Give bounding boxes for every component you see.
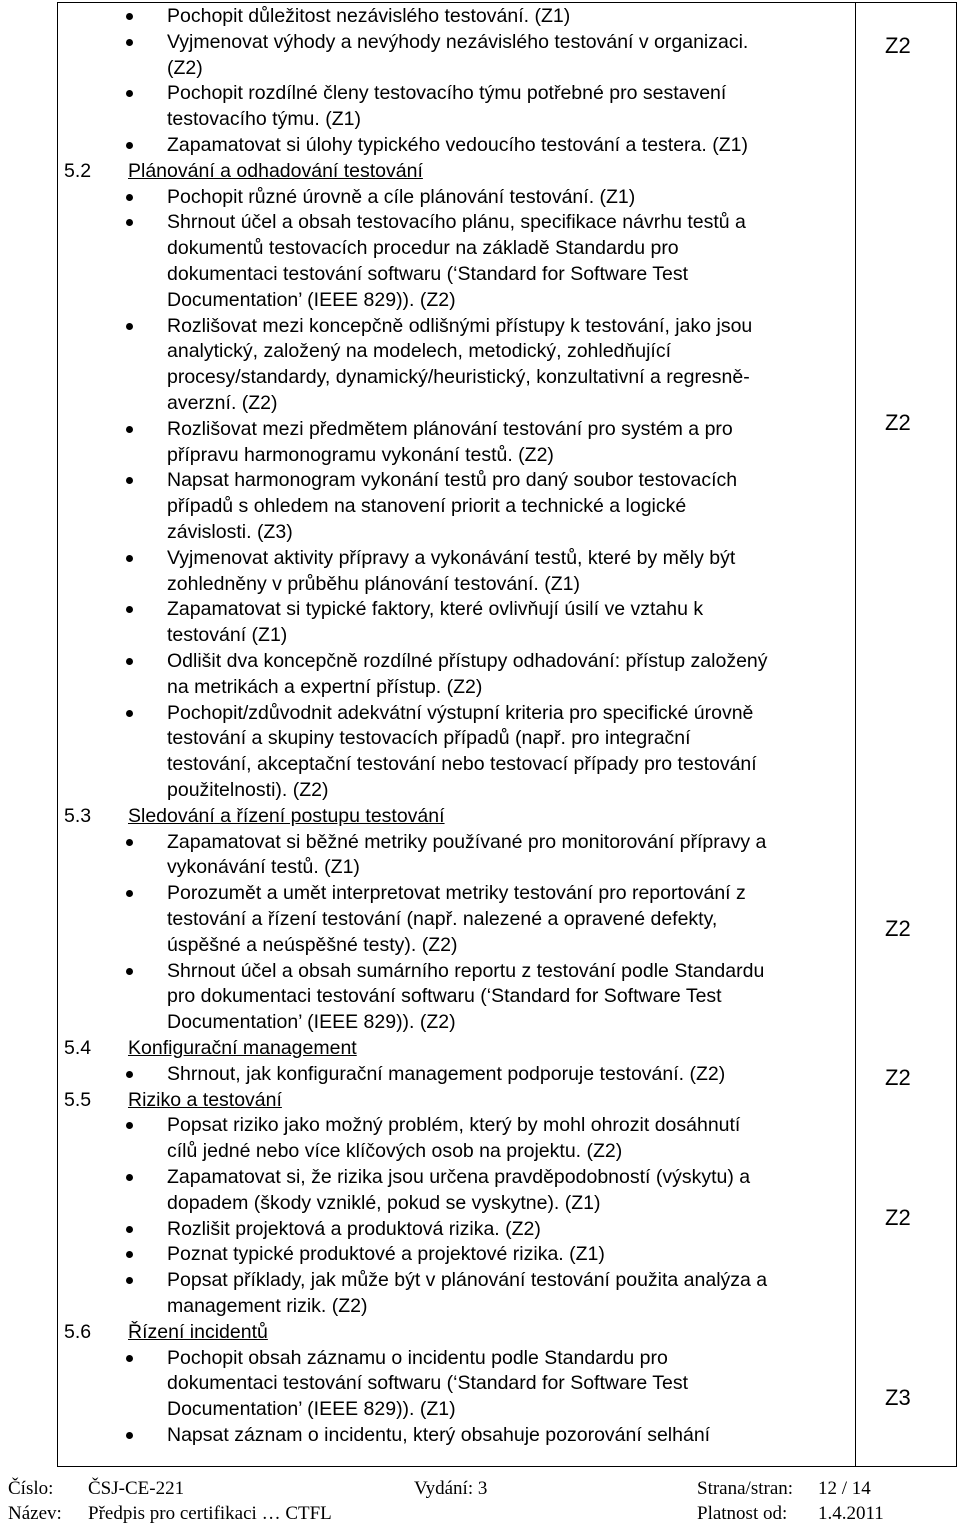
footer-platnost-value: 1.4.2011	[818, 1503, 884, 1524]
objective-text: na metrikách a expertní přístup. (Z2)	[167, 675, 483, 698]
objective-text: vykonávání testů. (Z1)	[167, 856, 360, 879]
objective-text: Pochopit/zdůvodnit adekvátní výstupní kriteria pro specifické úrovně	[167, 701, 754, 724]
objective-text: Zapamatovat si, že rizika jsou určena pravděpodobností (výskytu) a	[167, 1166, 751, 1188]
section-heading: Riziko a testování	[128, 1088, 282, 1111]
bullet-icon	[126, 658, 133, 665]
objective-text: testování (Z1)	[167, 624, 288, 647]
objective-text: cílů jedné nebo více klíčových osob na projektu. (Z2)	[167, 1140, 623, 1163]
objective-text: Pochopit důležitost nezávislého testování. (Z1)	[167, 5, 571, 27]
objective-text: analytický, založený na modelech, metodický, zohledňující	[167, 340, 672, 363]
objective-text: Odlišit dva koncepčně rozdílné přístupy odhadování: přístup založený	[167, 650, 768, 672]
objective-text: dokumentaci testování softwaru (‘Standard for Software Test	[167, 1372, 688, 1395]
knowledge-level: Z3	[885, 1385, 911, 1410]
bullet-icon	[126, 1432, 133, 1439]
footer-vydani: Vydání: 3	[414, 1478, 488, 1499]
section-heading: Sledování a řízení postupu testování	[128, 804, 445, 827]
footer-nazev-label: Název:	[8, 1503, 62, 1524]
knowledge-level: Z2	[885, 1065, 911, 1090]
bullet-icon	[126, 142, 133, 149]
objective-text: Popsat příklady, jak může být v plánování testování použita analýza a	[167, 1269, 768, 1292]
objective-text: testovacího týmu. (Z1)	[167, 108, 361, 131]
objective-text: Pochopit obsah záznamu o incidentu podle Standardu pro	[167, 1346, 668, 1369]
objective-text: Shrnout účel a obsah sumárního reportu z testování podle Standardu	[167, 959, 765, 982]
footer-platnost-label: Platnost od:	[697, 1503, 788, 1524]
section-number: 5.5	[64, 1088, 92, 1111]
bullet-icon	[126, 1174, 133, 1181]
bullet-icon	[126, 39, 133, 46]
objective-text: procesy/standardy, dynamický/heuristický, konzultativní a regresně-	[167, 366, 750, 389]
bullet-icon	[126, 1226, 133, 1233]
footer-cislo-value: ČSJ-CE-221	[88, 1478, 185, 1499]
objective-text: Zapamatovat si typické faktory, které ovlivňují úsilí ve vztahu k	[167, 598, 704, 621]
section-heading: Konfigurační management	[128, 1037, 357, 1059]
objective-text: Rozlišovat mezi koncepčně odlišnými přístupy k testování, jako jsou	[167, 314, 753, 337]
objective-text: Zapamatovat si úlohy typického vedoucího testování a testera. (Z1)	[167, 134, 748, 156]
bullet-icon	[126, 555, 133, 562]
objective-text: Zapamatovat si běžné metriky používané pro monitorování přípravy a	[167, 830, 767, 853]
objective-text: Poznat typické produktové a projektové rizika. (Z1)	[167, 1243, 605, 1266]
objective-text: dokumentů testovacích procedur na základě Standardu pro	[167, 237, 679, 260]
objective-text: dokumentaci testování softwaru (‘Standard for Software Test	[167, 263, 688, 285]
bullet-icon	[126, 426, 133, 433]
objective-text: Vyjmenovat výhody a nevýhody nezávislého testování v organizaci.	[167, 30, 749, 53]
objective-text: management rizik. (Z2)	[167, 1295, 368, 1317]
objective-text: Rozlišit projektová a produktová rizika. (Z2)	[167, 1217, 541, 1240]
objective-text: úspěšné a neúspěšné testy). (Z2)	[167, 933, 458, 956]
objective-text: dopadem (škody vzniklé, pokud se vyskytne). (Z1)	[167, 1191, 601, 1214]
bullet-icon	[126, 839, 133, 846]
section-number: 5.3	[64, 804, 92, 827]
footer-strana-value: 12 / 14	[818, 1478, 871, 1499]
knowledge-level: Z2	[885, 916, 911, 941]
objective-text: averzní. (Z2)	[167, 392, 278, 414]
objective-text: Pochopit různé úrovně a cíle plánování testování. (Z1)	[167, 185, 636, 208]
objective-text: Shrnout účel a obsah testovacího plánu, specifikace návrhu testů a	[167, 211, 746, 234]
bullet-icon	[126, 1355, 133, 1362]
objective-text: případů s ohledem na stanovení priorit a technické a logické	[167, 495, 687, 518]
bullet-icon	[126, 968, 133, 975]
section-heading: Řízení incidentů	[128, 1320, 268, 1343]
objective-text: Rozlišovat mezi předmětem plánování testování pro systém a pro	[167, 417, 733, 440]
bullet-icon	[126, 323, 133, 330]
bullet-icon	[126, 13, 133, 20]
objective-text: Documentation’ (IEEE 829)). (Z1)	[167, 1398, 456, 1421]
objective-text: pro dokumentaci testování softwaru (‘Standard for Software Test	[167, 985, 722, 1008]
objective-text: Popsat riziko jako možný problém, který by mohl ohrozit dosáhnutí	[167, 1114, 741, 1137]
section-number: 5.6	[64, 1320, 92, 1343]
objective-text: Pochopit rozdílné členy testovacího týmu potřebné pro sestavení	[167, 82, 727, 105]
objective-text: Documentation’ (IEEE 829)). (Z2)	[167, 288, 456, 311]
bullet-icon	[126, 710, 133, 717]
objective-text: závislosti. (Z3)	[167, 521, 293, 543]
knowledge-level: Z2	[885, 33, 911, 58]
section-number: 5.4	[64, 1037, 92, 1059]
objective-text: Napsat záznam o incidentu, který obsahuje pozorování selhání	[167, 1424, 711, 1446]
objective-text: Napsat harmonogram vykonání testů pro daný soubor testovacích	[167, 469, 738, 492]
knowledge-level: Z2	[885, 410, 911, 435]
objective-text: zohledněny v průběhu plánování testování. (Z1)	[167, 572, 581, 595]
objective-text: testování a řízení testování (např. nalezené a opravené defekty,	[167, 908, 718, 930]
level-column-divider	[855, 2, 856, 1467]
objective-text: testování a skupiny testovacích případů (např. pro integrační	[167, 727, 691, 750]
objective-text: (Z2)	[167, 56, 203, 79]
footer-cislo-label: Číslo:	[8, 1478, 54, 1499]
objective-text: testování, akceptační testování nebo testovací případy pro testování	[167, 753, 757, 776]
bullet-icon	[126, 1071, 133, 1078]
knowledge-level: Z2	[885, 1205, 911, 1230]
objective-text: Documentation’ (IEEE 829)). (Z2)	[167, 1011, 456, 1034]
objective-text: Shrnout, jak konfigurační management podporuje testování. (Z2)	[167, 1062, 726, 1085]
objective-text: Vyjmenovat aktivity přípravy a vykonávání testů, které by měly být	[167, 546, 736, 569]
section-number: 5.2	[64, 159, 92, 182]
objective-text: použitelnosti). (Z2)	[167, 779, 329, 801]
section-heading: Plánování a odhadování testování	[128, 159, 423, 182]
footer-strana-label: Strana/stran:	[697, 1478, 794, 1499]
objective-text: přípravu harmonogramu vykonání testů. (Z2)	[167, 443, 554, 466]
footer-nazev-value: Předpis pro certifikaci … CTFL	[88, 1503, 332, 1524]
objective-text: Porozumět a umět interpretovat metriky testování pro reportování z	[167, 882, 746, 905]
bullet-icon	[126, 194, 133, 201]
